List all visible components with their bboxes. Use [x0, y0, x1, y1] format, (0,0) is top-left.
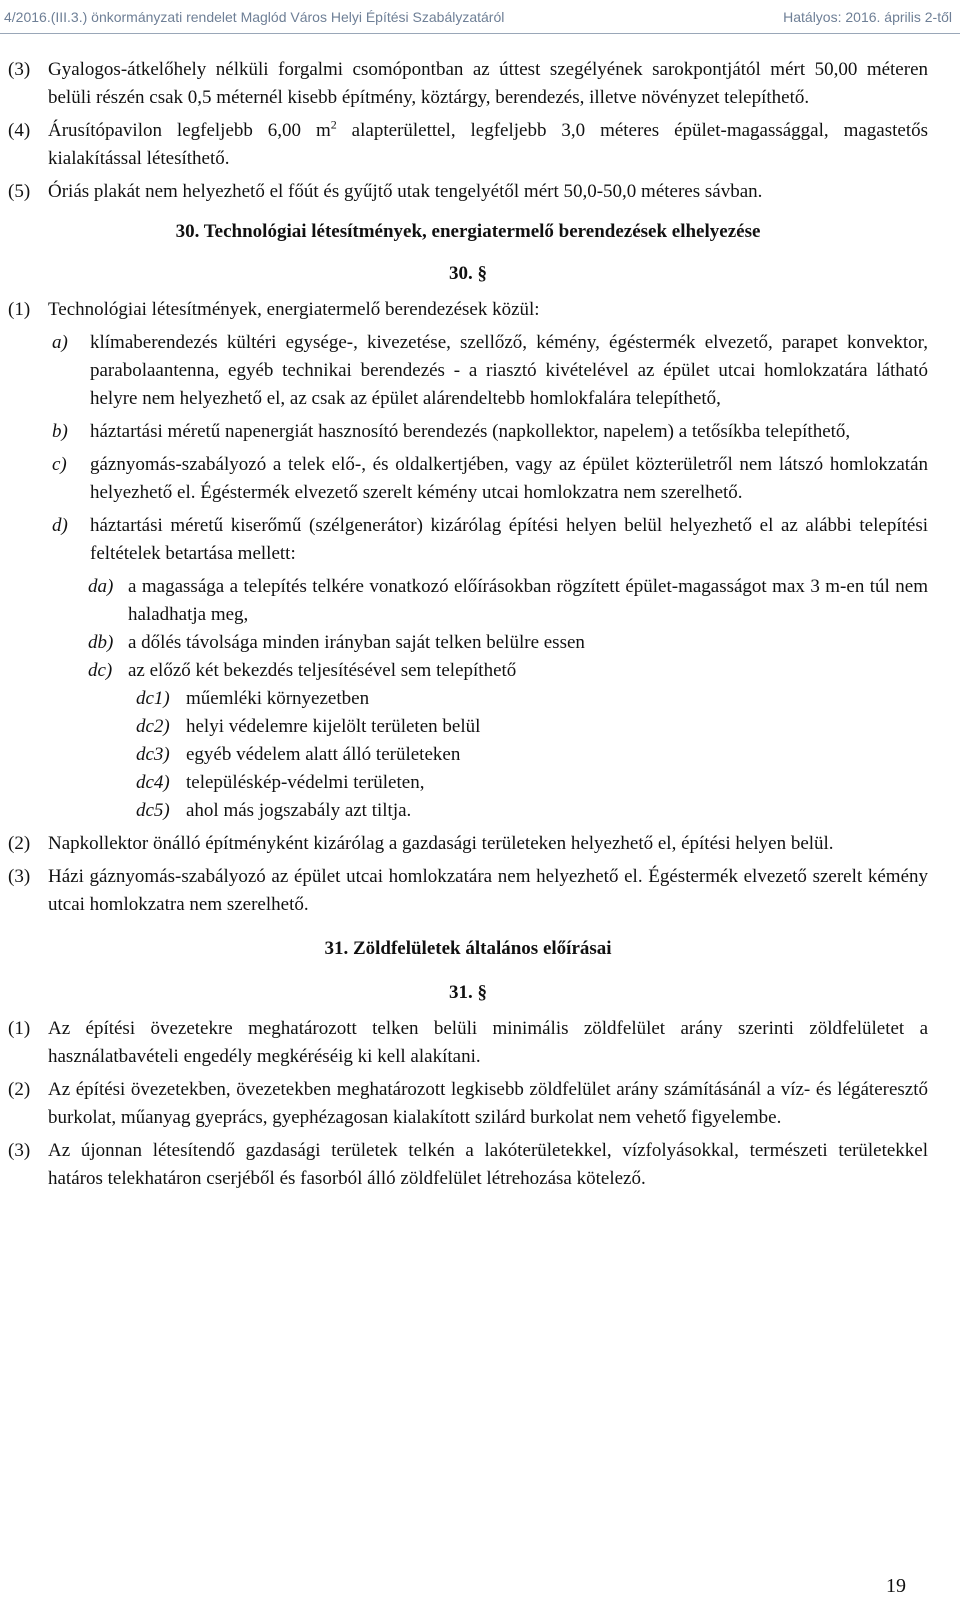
header-divider — [0, 33, 960, 34]
item-text: helyi védelemre kijelölt területen belül — [186, 716, 481, 737]
paragraph-text: Az építési övezetekben, övezetekben meghatározott legkisebb zöldfelület arány számításánál a víz- és légáteresztő burkolat, műanyag gyeprács, gyephézagosan kialakított szilárd burkolat nem vehető figyelembe. — [48, 1079, 928, 1128]
item-label: dc2) — [136, 716, 170, 737]
paragraph-29-3 — [8, 56, 928, 112]
document-body — [8, 56, 928, 1198]
paragraph-30-2 — [8, 830, 928, 858]
item-label: dc3) — [136, 744, 170, 765]
section-title-31: 31. Zöldfelületek általános előírásai — [324, 938, 612, 959]
item-label: dc5) — [136, 800, 170, 821]
section-title-30: 30. Technológiai létesítmények, energiatermelő berendezések elhelyezése — [175, 221, 761, 242]
paragraph-29-4 — [8, 117, 928, 173]
article-number-30: 30. § — [449, 263, 487, 284]
list-item-db — [8, 629, 928, 657]
item-text: műemléki környezetben — [186, 688, 370, 709]
item-label: db) — [88, 632, 114, 653]
article-number-31: 31. § — [449, 982, 487, 1003]
paragraph-text: Gyalogos-átkelőhely nélküli forgalmi csomópontban az úttest szegélyének sarokpontjától mért 50,00 méteren belüli részén csak 0,5 méternél kisebb építmény, köztárgy, berendezés, illetve növényzet telepíthető. — [48, 59, 928, 108]
paragraph-text: Óriás plakát nem helyezhető el főút és gyűjtő utak tengelyétől mért 50,0-50,0 méteres sávban. — [48, 181, 763, 202]
paragraph-text-part: Árusítópavilon legfeljebb 6,00 m — [48, 120, 331, 141]
item-label: b) — [52, 421, 68, 442]
paragraph-29-5 — [8, 178, 928, 206]
header-effective-date: Hatályos: 2016. április 2-től — [783, 9, 952, 25]
paragraph-text — [48, 117, 928, 173]
paragraph-31-3 — [8, 1137, 928, 1193]
list-item-b — [8, 418, 928, 446]
item-label: dc1) — [136, 688, 170, 709]
item-text: klímaberendezés kültéri egysége-, kivezetése, szellőző, kémény, égéstermék elvezető, parapet konvektor, parabolaantenna, egyéb technikai berendezés - a riasztó kivételével az épület utcai homlokzatára látható helyre nem helyezhető el, az csak az épület alárendeltebb homlokfalára telepíthető, — [90, 332, 928, 409]
item-text: a magassága a telepítés telkére vonatkozó előírásokban rögzített épület-magasságot max 3 m-en túl nem haladhatja meg, — [128, 576, 928, 625]
item-label: c) — [52, 454, 67, 475]
paragraph-text: Napkollektor önálló építményként kizárólag a gazdasági területeken helyezhető el, építési helyen belül. — [48, 833, 834, 854]
list-item-d — [8, 512, 928, 568]
paragraph-number: (3) — [8, 866, 31, 887]
list-item-dc5 — [8, 797, 928, 825]
paragraph-31-2 — [8, 1076, 928, 1132]
list-item-c — [8, 451, 928, 507]
paragraph-number: (1) — [8, 1018, 31, 1039]
paragraph-text: Az újonnan létesítendő gazdasági területek telkén a lakóterületekkel, vízfolyásokkal, természeti területekkel határos telekhatáron cserjéből és fasorból álló zöldfelület létrehozása kötelező. — [48, 1140, 928, 1189]
item-text: az előző két bekezdés teljesítésével sem telepíthető — [128, 660, 517, 681]
item-text: gáznyomás-szabályozó a telek elő-, és oldalkertjében, vagy az épület közterületről nem látszó homlokzatán helyezhető el. Égéstermék elvezető szerelt kémény utcai homlokzatra nem szerelhető. — [90, 454, 928, 503]
item-label: a) — [52, 332, 68, 353]
item-text: háztartási méretű kiserőmű (szélgenerátor) kizárólag építési helyen belül helyezhető el az alábbi telepítési feltételek betartása mellett: — [90, 515, 928, 564]
paragraph-number: (3) — [8, 59, 31, 80]
item-label: dc) — [88, 660, 113, 681]
paragraph-number: (5) — [8, 181, 31, 202]
page-number: 19 — [886, 1575, 906, 1597]
paragraph-number: (4) — [8, 120, 31, 141]
paragraph-text-part: alapterülettel, legfeljebb 3,0 méteres épület-magassággal, magastetős kialakítással létesíthető. — [48, 120, 928, 169]
list-item-a — [8, 329, 928, 413]
header-document-title: 4/2016.(III.3.) önkormányzati rendelet Maglód Város Helyi Építési Szabályzatáról — [4, 9, 505, 25]
list-item-dc1 — [8, 685, 928, 713]
item-text: a dőlés távolsága minden irányban saját telken belülre essen — [128, 632, 585, 653]
paragraph-number: (2) — [8, 833, 31, 854]
item-label: d) — [52, 515, 68, 536]
paragraph-text: Az építési övezetekre meghatározott telken belüli minimális zöldfelület arány szerinti zöldfelületet a használatbavételi engedély megkéréséig ki kell alakítani. — [48, 1018, 928, 1067]
item-text: háztartási méretű napenergiát hasznosító berendezés (napkollektor, napelem) a tetősíkba telepíthető, — [90, 421, 851, 442]
item-label: da) — [88, 576, 114, 597]
list-item-da — [8, 573, 928, 629]
list-item-dc3 — [8, 741, 928, 769]
paragraph-30-1 — [8, 296, 928, 324]
list-item-dc — [8, 657, 928, 685]
list-item-dc4 — [8, 769, 928, 797]
item-label: dc4) — [136, 772, 170, 793]
paragraph-number: (3) — [8, 1140, 31, 1161]
paragraph-30-3 — [8, 863, 928, 919]
running-header — [0, 0, 960, 34]
item-text: egyéb védelem alatt álló területeken — [186, 744, 461, 765]
list-item-dc2 — [8, 713, 928, 741]
paragraph-number: (2) — [8, 1079, 31, 1100]
paragraph-text: Technológiai létesítmények, energiatermelő berendezések közül: — [48, 299, 540, 320]
superscript: 2 — [330, 117, 337, 132]
paragraph-31-1 — [8, 1015, 928, 1071]
item-text: ahol más jogszabály azt tiltja. — [186, 800, 412, 821]
item-text: településkép-védelmi területen, — [186, 772, 425, 793]
paragraph-number: (1) — [8, 299, 31, 320]
paragraph-text: Házi gáznyomás-szabályozó az épület utcai homlokzatára nem helyezhető el. Égéstermék elvezető szerelt kémény utcai homlokzatra nem szerelhető. — [48, 866, 928, 915]
